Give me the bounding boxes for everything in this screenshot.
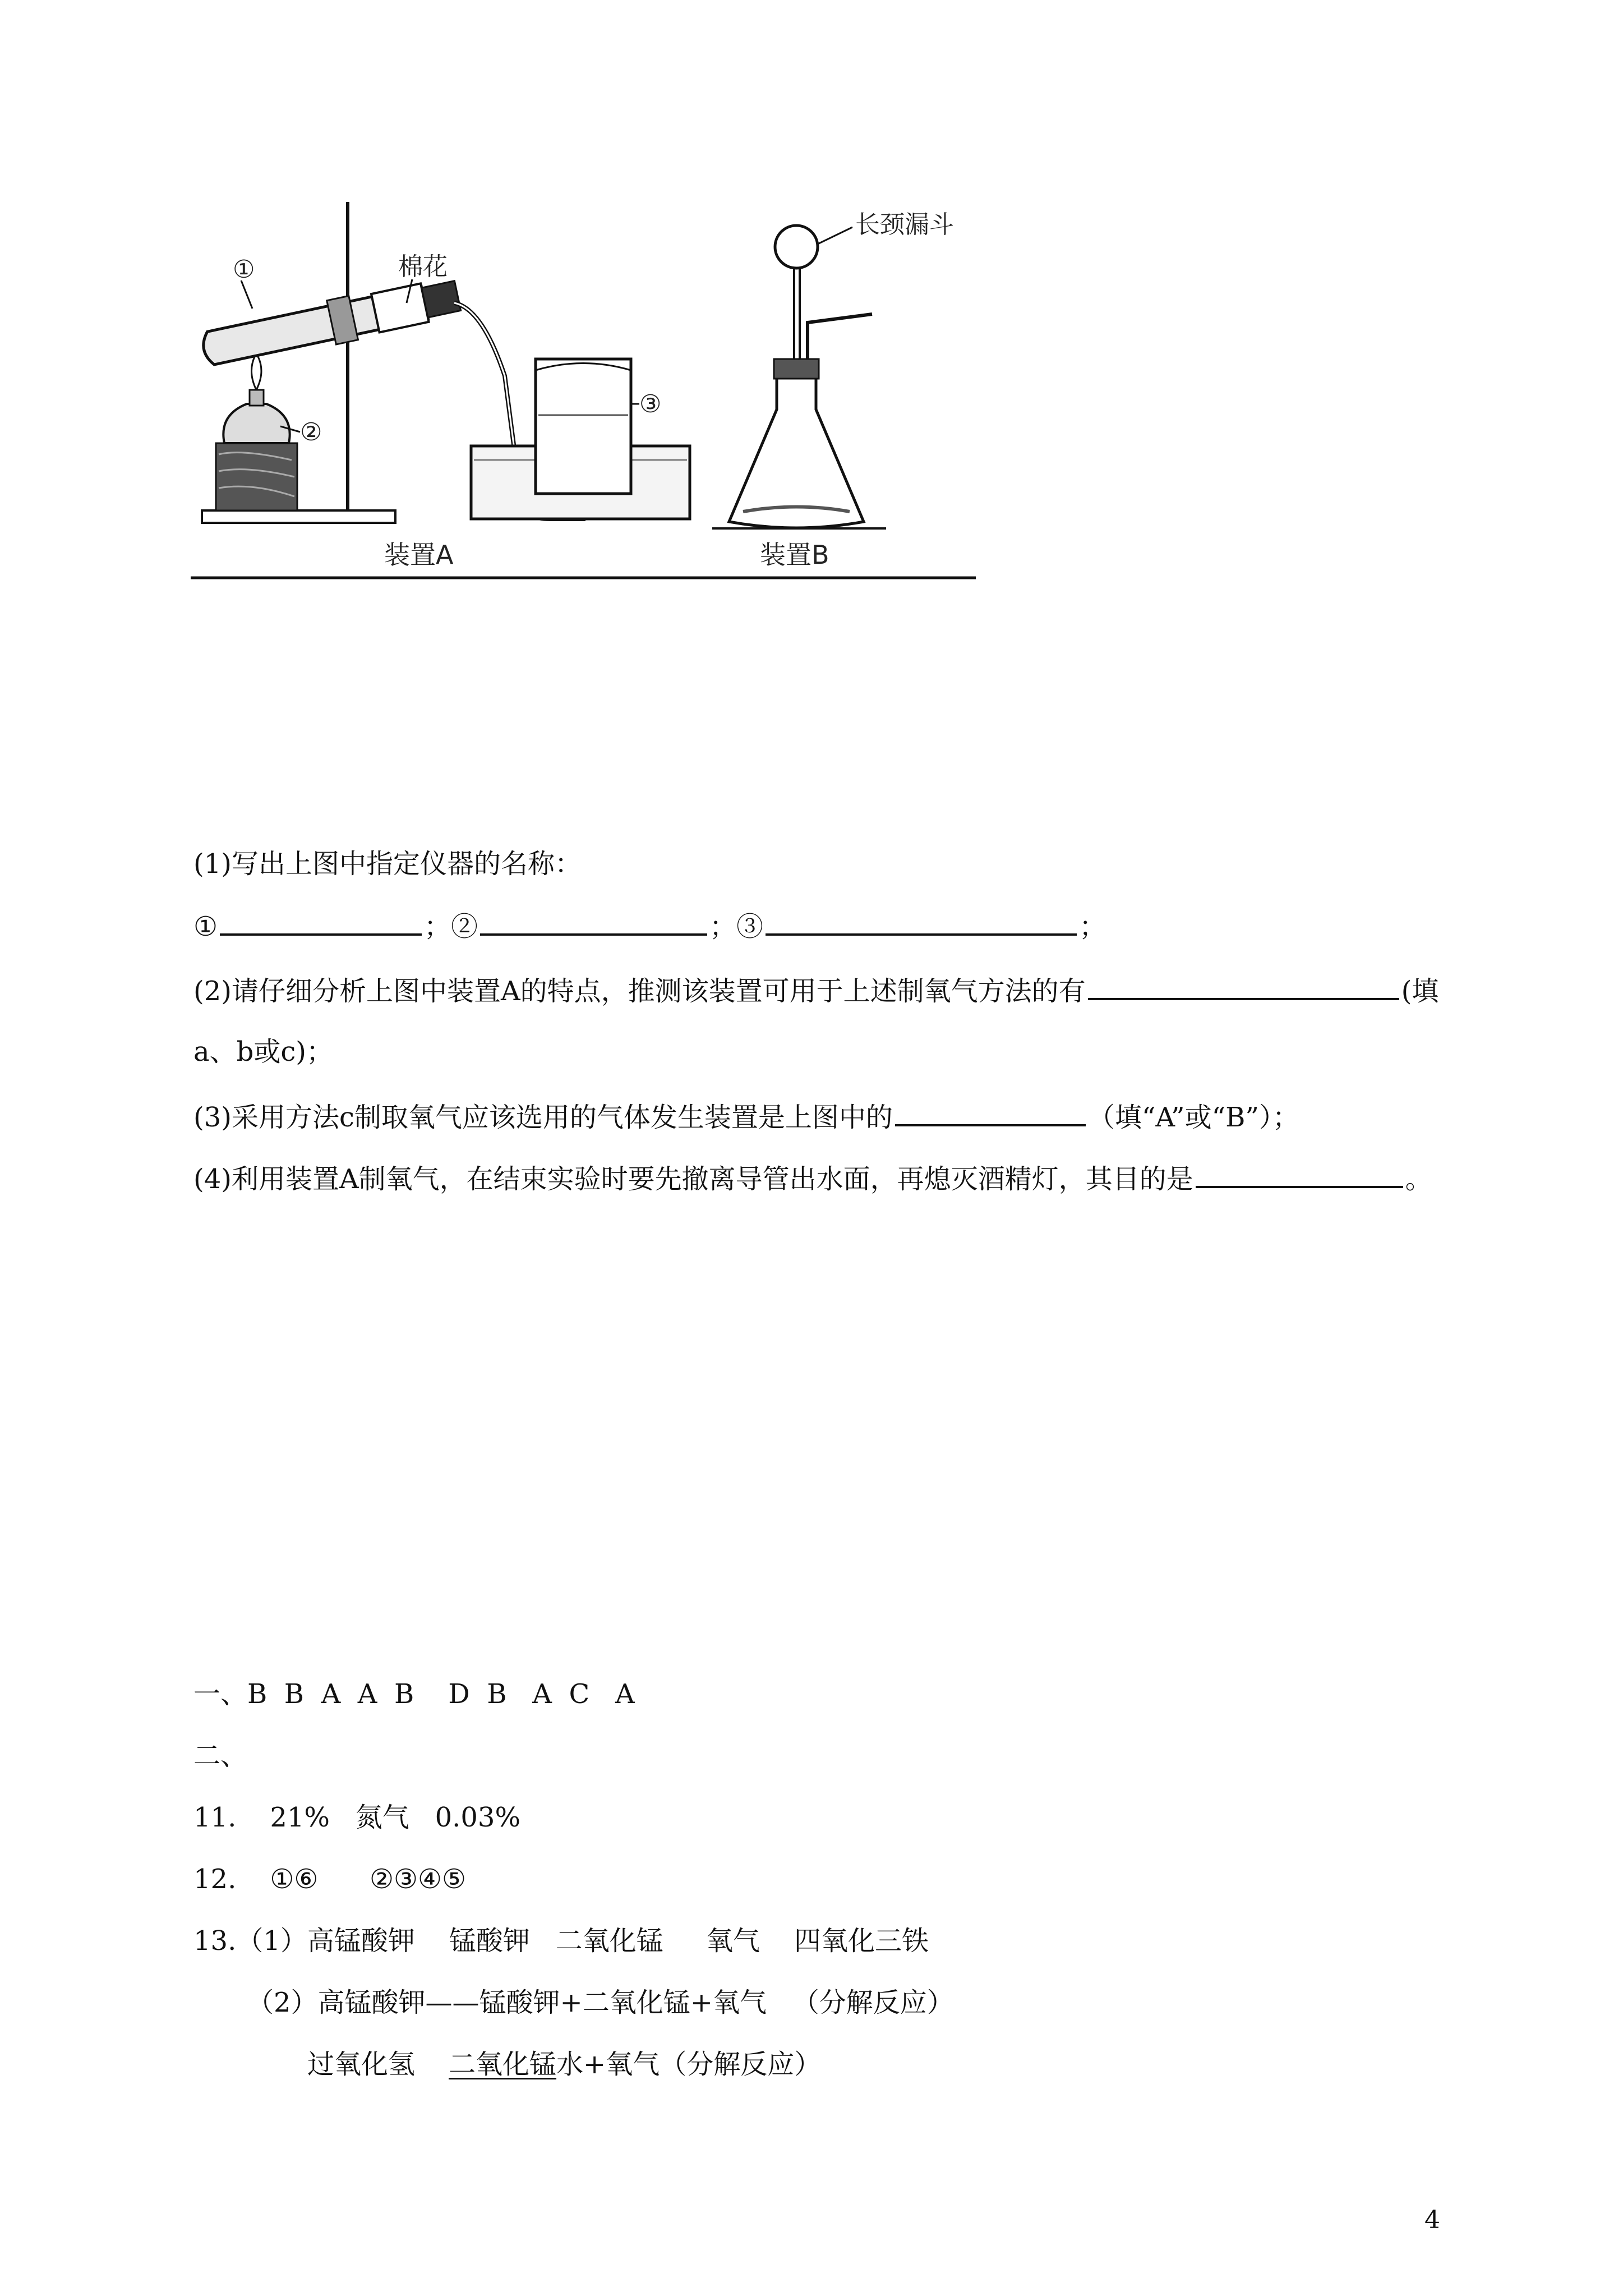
flame: [252, 353, 262, 390]
blank-2-marker: ；②: [424, 911, 478, 942]
question-3: (3)采用方法c制取氧气应该选用的气体发生装置是上图中的 （填“A”或“B”）；: [193, 1099, 1299, 1134]
answer-blank-3[interactable]: [766, 909, 1077, 936]
rubber-stopper: [422, 281, 461, 318]
conical-flask: [729, 370, 864, 528]
funnel-label: 长颈漏斗: [855, 210, 954, 239]
answer-12: 12. ①⑥ ②③④⑤: [193, 1864, 467, 1895]
answer-blank-6[interactable]: [1196, 1161, 1403, 1188]
apparatus-diagram: [191, 191, 987, 583]
answer-blank-1[interactable]: [220, 909, 422, 936]
answer-13-2: （2）高锰酸钾——锰酸钾+二氧化锰+氧气 （分解反应）: [247, 1987, 954, 2018]
alcohol-lamp: [223, 404, 289, 443]
answer-section-1: 一、B B A A B D B A C A: [193, 1678, 635, 1710]
stand-base: [202, 510, 395, 523]
question-3-text: (3)采用方法c制取氧气应该选用的气体发生装置是上图中的: [193, 1102, 893, 1133]
answer-13-3: 过氧化氢 二氧化锰水+氧气（分解反应）: [307, 2049, 822, 2080]
cotton-plug: [371, 283, 429, 332]
marker-1-label: ①: [233, 255, 255, 284]
catalyst-label: 二氧化锰: [449, 2049, 557, 2080]
answer-blank-2[interactable]: [480, 909, 707, 936]
answer-blank-5[interactable]: [895, 1099, 1086, 1126]
blank-1-marker: ①: [193, 911, 218, 942]
blank-3-marker: ；③: [709, 911, 764, 942]
question-1-blanks: ① ；② ；③ ；: [193, 909, 1106, 944]
gas-collecting-bottle: [536, 359, 631, 494]
question-1: [193, 847, 582, 881]
marker-2-label: ②: [300, 418, 322, 447]
answer-blank-4[interactable]: [1088, 973, 1399, 1000]
question-2-text: (2)请仔细分析上图中装置A的特点，推测该装置可用于上述制氧气方法的有: [193, 976, 1086, 1007]
question-4-text: (4)利用装置A制氧气，在结束实验时要先撤离导管出水面，再熄灭酒精灯，其目的是: [193, 1163, 1193, 1195]
question-2: (2)请仔细分析上图中装置A的特点，推测该装置可用于上述制氧气方法的有 (填: [193, 973, 1438, 1008]
marker-3-label: ③: [639, 390, 662, 418]
question-4: (4)利用装置A制氧气，在结束实验时要先撤离导管出水面，再熄灭酒精灯，其目的是 。: [193, 1161, 1432, 1196]
answer-13-1: 13.（1）高锰酸钾 锰酸钾 二氧化锰 氧气 四氧化三铁: [193, 1925, 929, 1957]
cotton-label: 棉花: [398, 252, 448, 281]
long-neck-funnel: [775, 226, 818, 268]
question-2-continued: a、b或c)；: [193, 1036, 333, 1068]
device-b-label: 装置B: [760, 540, 829, 570]
answer-section-2: 二、: [193, 1740, 248, 1772]
page-number: 4: [1424, 2206, 1440, 2234]
device-a-label: 装置A: [384, 540, 454, 570]
apparatus-figure: [191, 191, 987, 583]
answer-11: 11. 21% 氮气 0.03%: [193, 1802, 521, 1833]
flask-stopper: [774, 359, 819, 379]
question-1-text: (1)写出上图中指定仪器的名称：: [193, 848, 582, 880]
